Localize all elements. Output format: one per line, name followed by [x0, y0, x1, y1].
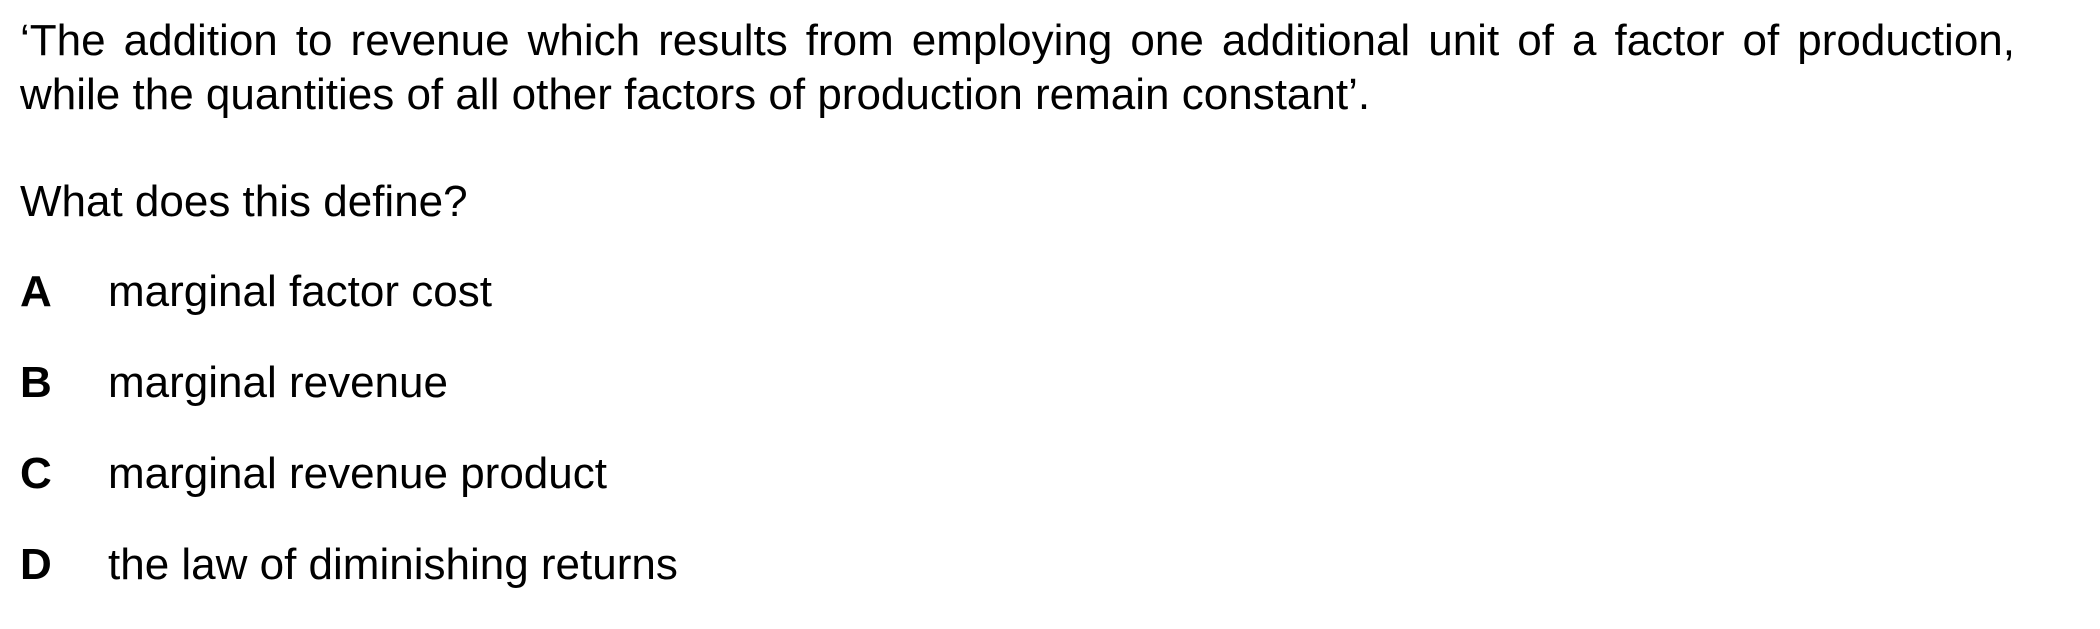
option-a: [20, 265, 2015, 319]
option-text-c: marginal revenue product: [108, 449, 607, 498]
option-b: [20, 356, 2015, 410]
option-text-d: the law of diminishing returns: [108, 540, 678, 589]
option-text-b: marginal revenue: [108, 358, 448, 407]
question-prompt: What does this define?: [20, 177, 468, 226]
option-letter-a: A: [20, 267, 52, 316]
answer-options: [20, 265, 2015, 592]
option-letter-d: D: [20, 540, 52, 589]
option-letter-c: C: [20, 449, 52, 498]
option-text-a: marginal factor cost: [108, 267, 492, 316]
option-c: [20, 447, 2015, 501]
definition-quote: ‘The addition to revenue which results from employing one additional unit of a factor of production, while the quantities of all other factors of production remain constant’.: [20, 16, 2015, 119]
question-page: [20, 14, 2015, 629]
option-letter-b: B: [20, 358, 52, 407]
option-d: [20, 538, 2015, 592]
